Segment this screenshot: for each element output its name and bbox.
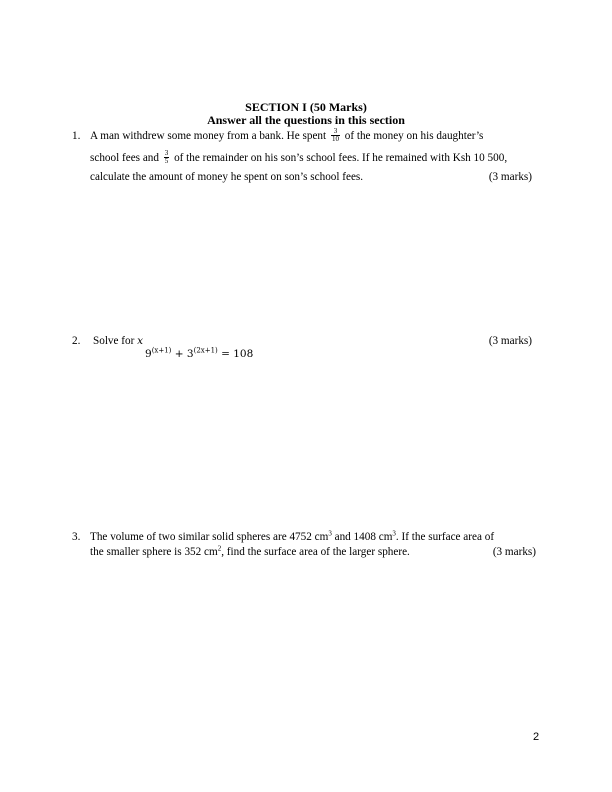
- q3-marks: (3 marks): [492, 546, 536, 558]
- q3-line-1-text-c: . If the surface area of: [395, 531, 495, 543]
- superscript-cubed-b: 3: [392, 529, 396, 538]
- q2-variable: [137, 335, 143, 347]
- variable-x: x: [137, 335, 144, 347]
- fraction-numerator: 3: [331, 128, 340, 136]
- q2-prompt: Solve for: [93, 335, 135, 347]
- q1-line-1: [90, 129, 483, 144]
- q2-equation: [145, 348, 253, 360]
- q3-line-2: [90, 545, 410, 559]
- q3-line-1-text-a: The volume of two similar solid spheres are 4752 cm: [90, 531, 329, 543]
- eq-base-1: 9: [145, 348, 152, 360]
- q3-line-1: [90, 530, 494, 544]
- q1-line-1-text-a: A man withdrew some money from a bank. He spent: [90, 130, 327, 143]
- q1-fraction-3-10: [331, 128, 340, 143]
- page-number: 2: [533, 731, 540, 743]
- q1-line-3: calculate the amount of money he spent on son’s school fees.: [90, 171, 364, 183]
- q1-line-2-text-a: school fees and: [90, 152, 159, 165]
- q1-marks: (3 marks): [488, 171, 532, 183]
- q3-line-1-text-b: and 1408 cm: [331, 531, 393, 543]
- fraction-denominator: 10: [331, 135, 339, 143]
- eq-exponent-1: (x+1): [151, 346, 172, 355]
- eq-plus: +: [171, 348, 187, 360]
- eq-exponent-2: (2x+1): [193, 346, 218, 355]
- fraction-denominator: 5: [164, 157, 169, 165]
- q3-line-2-text-b: , find the surface area of the larger sphere.: [221, 546, 410, 558]
- q1-line-2: [90, 151, 507, 166]
- q1-line-1-text-b: of the money on his daughter’s: [344, 130, 484, 143]
- q1-number: 1.: [72, 130, 81, 142]
- eq-base-2: 3: [186, 348, 194, 360]
- q1-line-2-text-b: of the remainder on his son’s school fees. If he remained with Ksh 10 500,: [174, 152, 508, 165]
- fraction-numerator: 3: [164, 149, 169, 157]
- q3-number: 3.: [72, 531, 81, 543]
- q3-line-2-text-a: the smaller sphere is 352 cm: [90, 546, 218, 558]
- q2-number: 2.: [72, 335, 81, 347]
- q2-marks: (3 marks): [488, 335, 532, 347]
- section-title: SECTION I (50 Marks): [245, 100, 367, 114]
- q1-fraction-3-5: [164, 150, 170, 165]
- superscript-cubed-a: 3: [328, 529, 332, 538]
- superscript-squared: 2: [217, 544, 222, 553]
- q2-prompt-line: [93, 334, 143, 348]
- section-instruction: Answer all the questions in this section: [207, 113, 405, 127]
- eq-rhs: = 108: [217, 348, 254, 360]
